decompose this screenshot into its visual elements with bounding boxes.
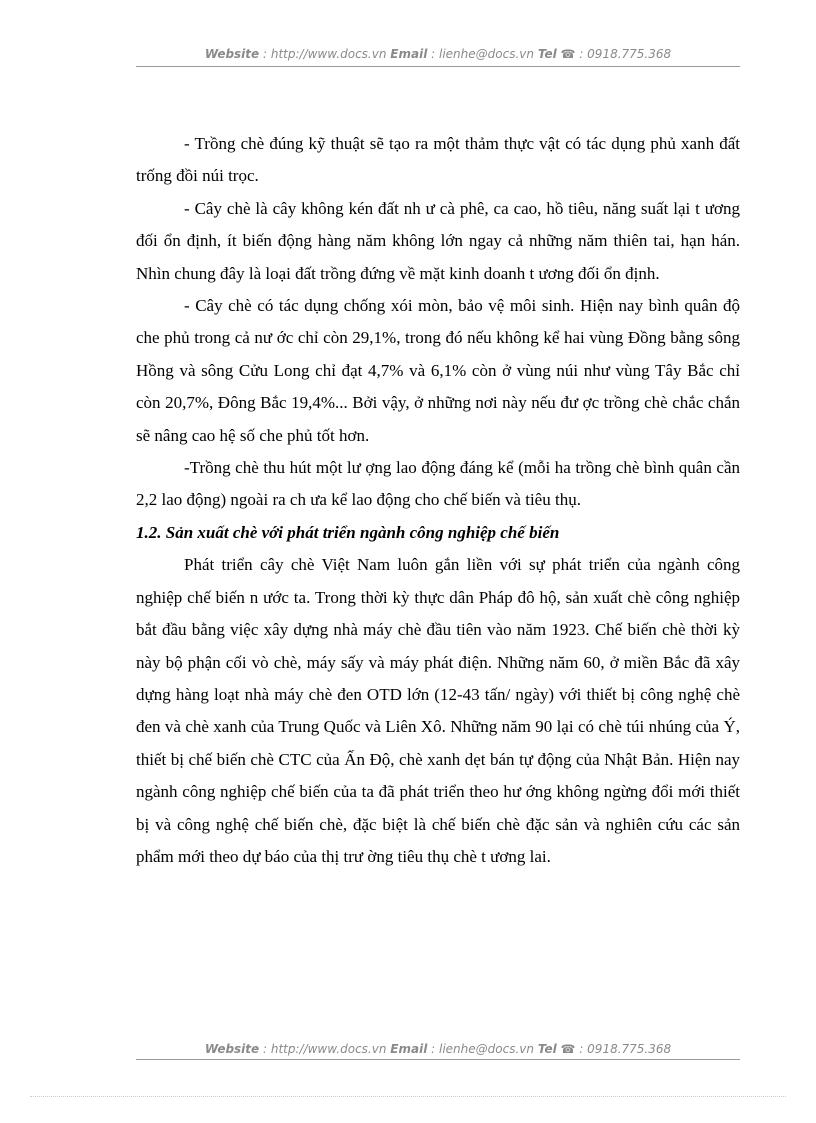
- header-email-label: Email: [390, 47, 428, 61]
- document-body: [136, 128, 740, 873]
- section-heading: 1.2. Sản xuất chè với phát triển ngành công nghiệp chế biến: [136, 522, 560, 542]
- header-email-value[interactable]: : lienhe@docs.vn: [431, 47, 534, 61]
- footer-email-value[interactable]: : lienhe@docs.vn: [431, 1042, 534, 1056]
- page-edge-divider: [30, 1096, 786, 1097]
- phone-icon: ☎: [560, 47, 576, 61]
- footer-website-label: Website: [204, 1042, 260, 1056]
- paragraph: - Cây chè là cây không kén đất nh ư cà phê, ca cao, hồ tiêu, năng suất lại t ương đối ổn định, ít biến động hàng năm không lớn ngay cả những năm thiên tai, hạn hán. Nhìn chung đây là loại đất trồng đứng về mặt kinh doanh t ương đối ổn định.: [136, 198, 740, 283]
- footer-tel-label: Tel: [537, 1042, 557, 1056]
- footer-rule: [136, 1059, 740, 1060]
- header-tel-label: Tel: [537, 47, 557, 61]
- header-rule: [136, 66, 740, 67]
- paragraph: -Trồng chè thu hút một lư ợng lao động đáng kể (mỗi ha trồng chè bình quân cần 2,2 lao động) ngoài ra ch ưa kể lao động cho chế biến và tiêu thụ.: [136, 458, 740, 510]
- page-footer: [136, 1042, 740, 1056]
- header-tel-value: : 0918.775.368: [579, 47, 672, 61]
- paragraph: - Cây chè có tác dụng chống xói mòn, bảo vệ môi sinh. Hiện nay bình quân độ che phủ trong cả nư ớc chỉ còn 29,1%, trong đó nếu không kể hai vùng Đồng bằng sông Hồng và sông Cửu Long chỉ đạt 4,7% và 6,1% còn ở vùng núi như vùng Tây Bắc chỉ còn 20,7%, Đông Bắc 19,4%... Bởi vậy, ở những nơi này nếu đư ợc trồng chè chắc chắn sẽ nâng cao hệ số che phủ tốt hơn.: [136, 296, 740, 445]
- footer-tel-value: : 0918.775.368: [579, 1042, 672, 1056]
- footer-website-value[interactable]: : http://www.docs.vn: [263, 1042, 387, 1056]
- phone-icon: ☎: [560, 1042, 576, 1056]
- header-website-label: Website: [204, 47, 260, 61]
- page-header: [136, 47, 740, 61]
- header-website-value[interactable]: : http://www.docs.vn: [263, 47, 387, 61]
- paragraph: Phát triển cây chè Việt Nam luôn gắn liền với sự phát triển của ngành công nghiệp chế biến n ước ta. Trong thời kỳ thực dân Pháp đô hộ, sản xuất chè công nghiệp bắt đầu bằng việc xây dựng nhà máy chè đầu tiên vào năm 1923. Chế biến chè thời kỳ này bộ phận cối vò chè, máy sấy và máy phát điện. Những năm 60, ở miền Bắc đã xây dựng hàng loạt nhà máy chè đen OTD lớn (12-43 tấn/ ngày) với thiết bị công nghệ chè đen và chè xanh của Trung Quốc và Liên Xô. Những năm 90 lại có chè túi nhúng của Ý, thiết bị chế biến chè CTC của Ấn Độ, chè xanh dẹt bán tự động của Nhật Bản. Hiện nay ngành công nghiệp chế biến của ta đã phát triển theo hư ớng không ngừng đổi mới thiết bị và công nghệ chế biến chè, đặc biệt là chế biến chè đặc sản và nghiên cứu các sản phẩm mới theo dự báo của thị trư ờng tiêu thụ chè t ương lai.: [136, 555, 740, 866]
- footer-email-label: Email: [390, 1042, 428, 1056]
- paragraph: - Trồng chè đúng kỹ thuật sẽ tạo ra một thảm thực vật có tác dụng phủ xanh đất trống đồi núi trọc.: [136, 134, 740, 186]
